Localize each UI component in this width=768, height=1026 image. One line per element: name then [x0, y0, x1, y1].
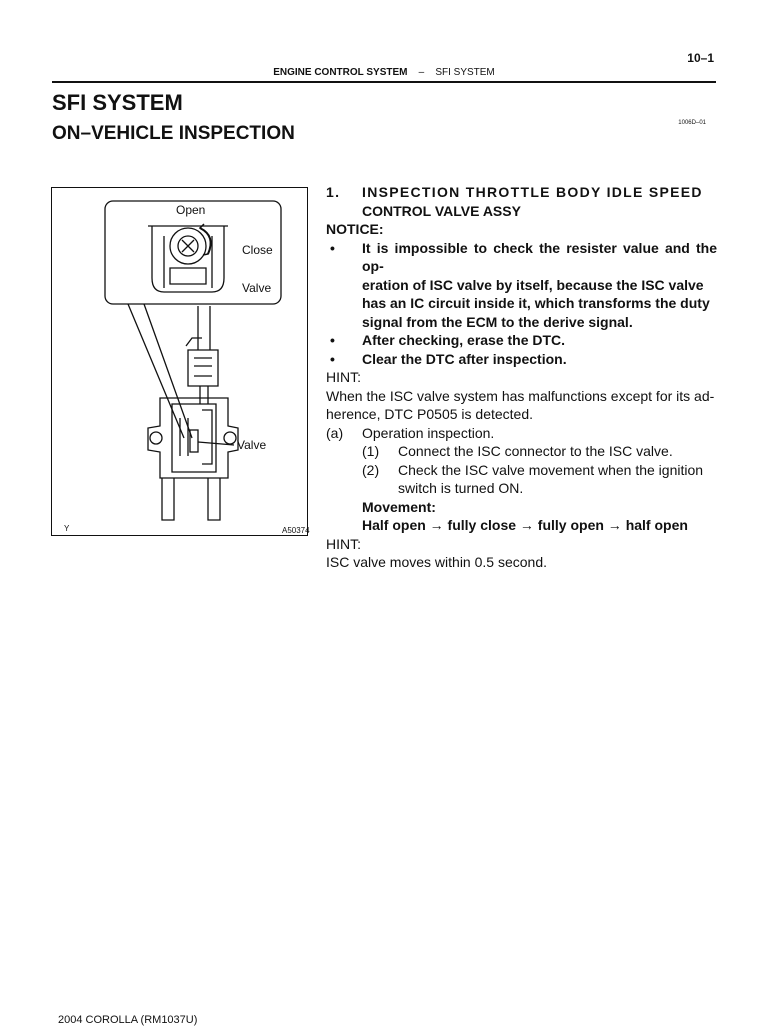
- isc-valve-illustration: [52, 188, 309, 537]
- page-subtitle: ON–VEHICLE INSPECTION: [52, 123, 295, 144]
- header-separator: –: [418, 67, 425, 78]
- hint-2-label: HINT:: [326, 535, 361, 552]
- label-close: Close: [242, 243, 273, 257]
- bullet-icon: •: [330, 332, 335, 348]
- notice-item-1-line2: eration of ISC valve by itself, because the ISC valve: [362, 276, 704, 293]
- step-a-text: Operation inspection.: [362, 424, 495, 441]
- notice-item-1-line4: signal from the ECM to the derive signal.: [362, 313, 633, 330]
- substep-1-text: Connect the ISC connector to the ISC valve.: [398, 443, 673, 459]
- notice-item-1: [326, 239, 717, 332]
- bullet-icon: •: [330, 239, 335, 256]
- substep-2: [326, 461, 717, 498]
- page-footer: 2004 COROLLA (RM1037U): [58, 1014, 198, 1026]
- notice-item-3-text: Clear the DTC after inspection.: [362, 350, 567, 367]
- notice-item-1-line1: It is impossible to check the resister value and the op-: [362, 239, 717, 274]
- bullet-icon: •: [330, 350, 335, 367]
- document-id: 1006D–01: [678, 120, 706, 126]
- page-title: SFI SYSTEM: [52, 90, 183, 115]
- running-header: [52, 67, 716, 78]
- step-1-number: 1.: [326, 184, 341, 200]
- substep-2-line1: Check the ISC valve movement when the ignition: [398, 461, 704, 478]
- figure-id: A50374: [282, 526, 310, 535]
- substep-2-label: (2): [362, 461, 380, 478]
- substep-1: [326, 442, 717, 461]
- hint-1-line2: herence, DTC P0505 is detected.: [326, 406, 534, 422]
- notice-item-2-text: After checking, erase the DTC.: [362, 332, 566, 348]
- hint-1-label: HINT:: [326, 369, 361, 385]
- procedure-content: [326, 183, 717, 572]
- figure-corner-mark: Y: [64, 524, 70, 533]
- substep-1-label: (1): [362, 443, 380, 459]
- step-a: [326, 424, 717, 443]
- step-1-title-line1: INSPECTION THROTTLE BODY IDLE SPEED: [362, 184, 703, 200]
- notice-label: NOTICE:: [326, 221, 384, 237]
- movement-label: Movement:: [362, 498, 436, 515]
- hint-1-line1: When the ISC valve system has malfunctions except for its ad-: [326, 387, 715, 404]
- step-1-title: [326, 183, 717, 202]
- notice-item-3: [326, 350, 717, 369]
- step-1-title-line2: CONTROL VALVE ASSY: [362, 202, 521, 219]
- notice-item-1-line3: has an IC circuit inside it, which transforms the duty: [362, 295, 710, 311]
- step-a-label: (a): [326, 424, 344, 441]
- header-rule: [52, 81, 716, 83]
- label-valve-top: Valve: [242, 281, 272, 295]
- subsection-name: SFI SYSTEM: [435, 67, 495, 78]
- isc-valve-figure: [51, 187, 308, 536]
- page-number: 10–1: [687, 51, 714, 65]
- notice-item-2: [326, 331, 717, 350]
- substep-2-line2: switch is turned ON.: [398, 480, 524, 496]
- movement-sequence: Half open → fully close → fully open → half open: [362, 517, 688, 533]
- hint-2-text: ISC valve moves within 0.5 second.: [326, 554, 547, 570]
- label-valve-bottom: Valve: [237, 438, 267, 452]
- label-open: Open: [176, 203, 206, 217]
- section-name: ENGINE CONTROL SYSTEM: [273, 67, 408, 78]
